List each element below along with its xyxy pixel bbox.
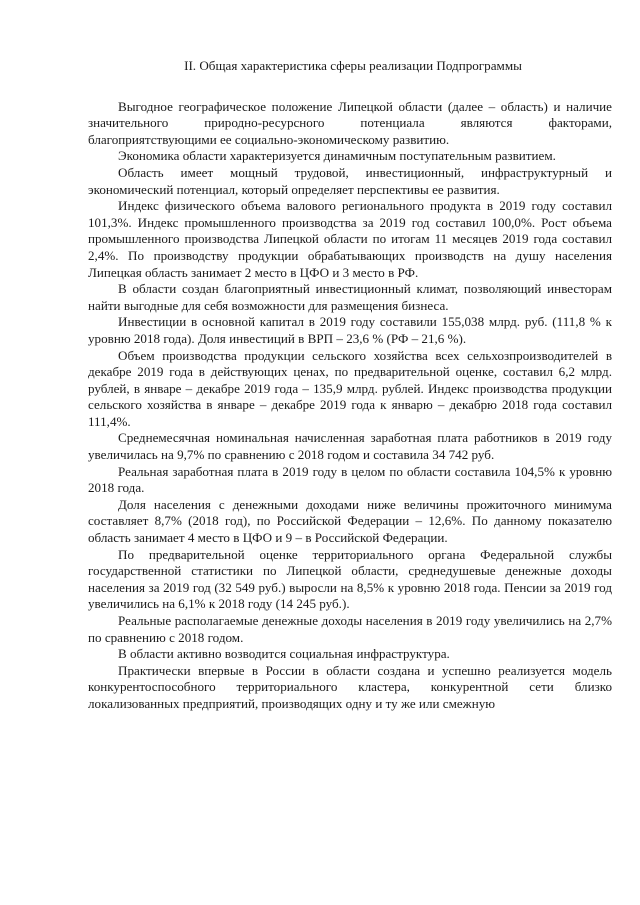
document-page — [88, 58, 612, 713]
paragraph-grp-index: Индекс физического объема валового регионального продукта в 2019 году составил 101,3%. Индекс промышленного производства за 2019 год составил 100,0%. Рост объема промышленного производства Липецкой области по итогам 11 месяцев 2019 года составил 2,4%. По производству продукции обрабатывающих производств на душу населения Липецкая область занимает 2 место в ЦФО и 3 место в РФ. — [88, 198, 612, 280]
paragraph-incomes: По предварительной оценке территориального органа Федеральной службы государственной статистики по Липецкой области, среднедушевые денежные доходы населения за 2019 год (32 549 руб.) выросли на 8,5% к уровню 2018 года. Пенсии за 2019 год увеличились на 6,1% к 2018 году (14 245 руб.). — [88, 546, 612, 612]
section-title: II. Общая характеристика сферы реализации Подпрограммы — [184, 58, 522, 73]
paragraph-real-wage: Реальная заработная плата в 2019 году в целом по области составила 104,5% к уровню 2018 года. — [88, 463, 612, 496]
paragraph-poverty-share: Доля населения с денежными доходами ниже величины прожиточного минимума составляет 8,7% (2018 год), по Российской Федерации – 12,6%. По данному показателю область занимает 4 место в ЦФО и 9 – в Российской Федерации. — [88, 496, 612, 546]
paragraph-investments: Инвестиции в основной капитал в 2019 году составили 155,038 млрд. руб. (111,8 % к уровню 2018 года). Доля инвестиций в ВРП – 23,6 % (РФ – 21,6 %). — [88, 314, 612, 346]
paragraph-geography: Выгодное географическое положение Липецкой области (далее – область) и наличие значительного природно-ресурсного потенциала являются факторами, благоприятствующими ее социально-экономическому развитию. — [88, 98, 612, 147]
paragraph-investment-climate: В области создан благоприятный инвестиционный климат, позволяющий инвесторам найти выгодные для себя возможности для размещения бизнеса. — [88, 281, 612, 313]
paragraph-economy: Экономика области характеризуется динамичным поступательным развитием. — [118, 148, 556, 164]
paragraph-real-incomes: Реальные располагаемые денежные доходы населения в 2019 году увеличились на 2,7% по сравнению с 2018 годом. — [88, 613, 612, 645]
paragraph-social-infrastructure: В области активно возводится социальная инфраструктура. — [118, 646, 450, 662]
paragraph-nominal-wage: Среднемесячная номинальная начисленная заработная плата работников в 2019 году увеличилась на 9,7% по сравнению с 2018 годом и составила 34 742 руб. — [88, 430, 612, 463]
paragraph-agriculture: Объем производства продукции сельского хозяйства всех сельхозпроизводителей в декабре 2019 года в действующих ценах, по предварительной оценке, составил 6,2 млрд. рублей, в январе – декабре 2019 года – 135,9 млрд. рублей. Индекс производства продукции сельского хозяйства в январе – декабре 2019 года к январю – декабрю 2018 года составил 111,4%. — [88, 347, 612, 429]
paragraph-potential: Область имеет мощный трудовой, инвестиционный, инфраструктурный и экономический потенциал, который определяет перспективы ее развития. — [88, 164, 612, 197]
paragraph-cluster: Практически впервые в России в области создана и успешно реализуется модель конкурентоспособного территориального кластера, конкурентной сети близко локализованных предприятий, производящих одну и ту же или смежную — [88, 662, 612, 711]
